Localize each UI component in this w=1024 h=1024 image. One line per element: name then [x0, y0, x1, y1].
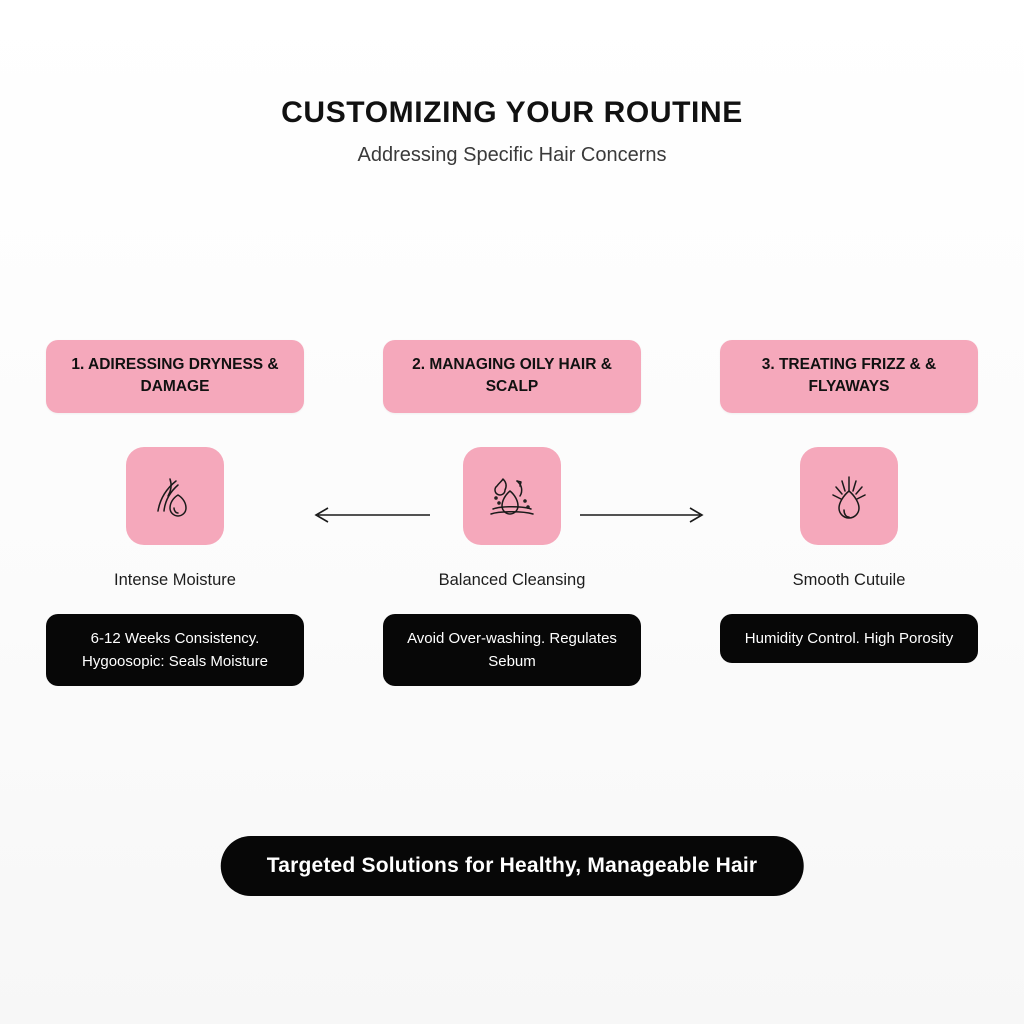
hair-follicle-droplet-icon — [126, 447, 224, 545]
concern-caption: Smooth Cutuile — [792, 570, 906, 589]
footer-banner: Targeted Solutions for Healthy, Manageable Hair — [221, 836, 804, 896]
concern-heading: 2. MANAGING OILY HAIR & SCALP — [383, 340, 641, 413]
concern-detail: Avoid Over-washing. Regulates Sebum — [383, 614, 641, 687]
concern-column-dryness — [7, 340, 344, 686]
page-subtitle: Addressing Specific Hair Concerns — [357, 144, 667, 166]
concern-detail: 6-12 Weeks Consistency. Hygoosopic: Seals Moisture — [46, 614, 304, 687]
page-title: CUSTOMIZING YOUR ROUTINE — [281, 96, 743, 129]
concern-heading: 1. ADIRESSING DRYNESS & DAMAGE — [46, 340, 304, 413]
concern-columns — [0, 340, 1024, 686]
concern-caption: Balanced Cleansing — [438, 570, 586, 589]
concern-column-oily — [344, 340, 681, 686]
scalp-sebum-droplet-icon — [463, 447, 561, 545]
frizzy-hair-cuticle-icon — [800, 447, 898, 545]
header — [0, 96, 1024, 167]
concern-caption: Intense Moisture — [114, 570, 236, 589]
concern-column-frizz — [681, 340, 1018, 663]
concern-detail: Humidity Control. High Porosity — [720, 614, 978, 663]
concern-heading: 3. TREATING FRIZZ & & FLYAWAYS — [720, 340, 978, 413]
